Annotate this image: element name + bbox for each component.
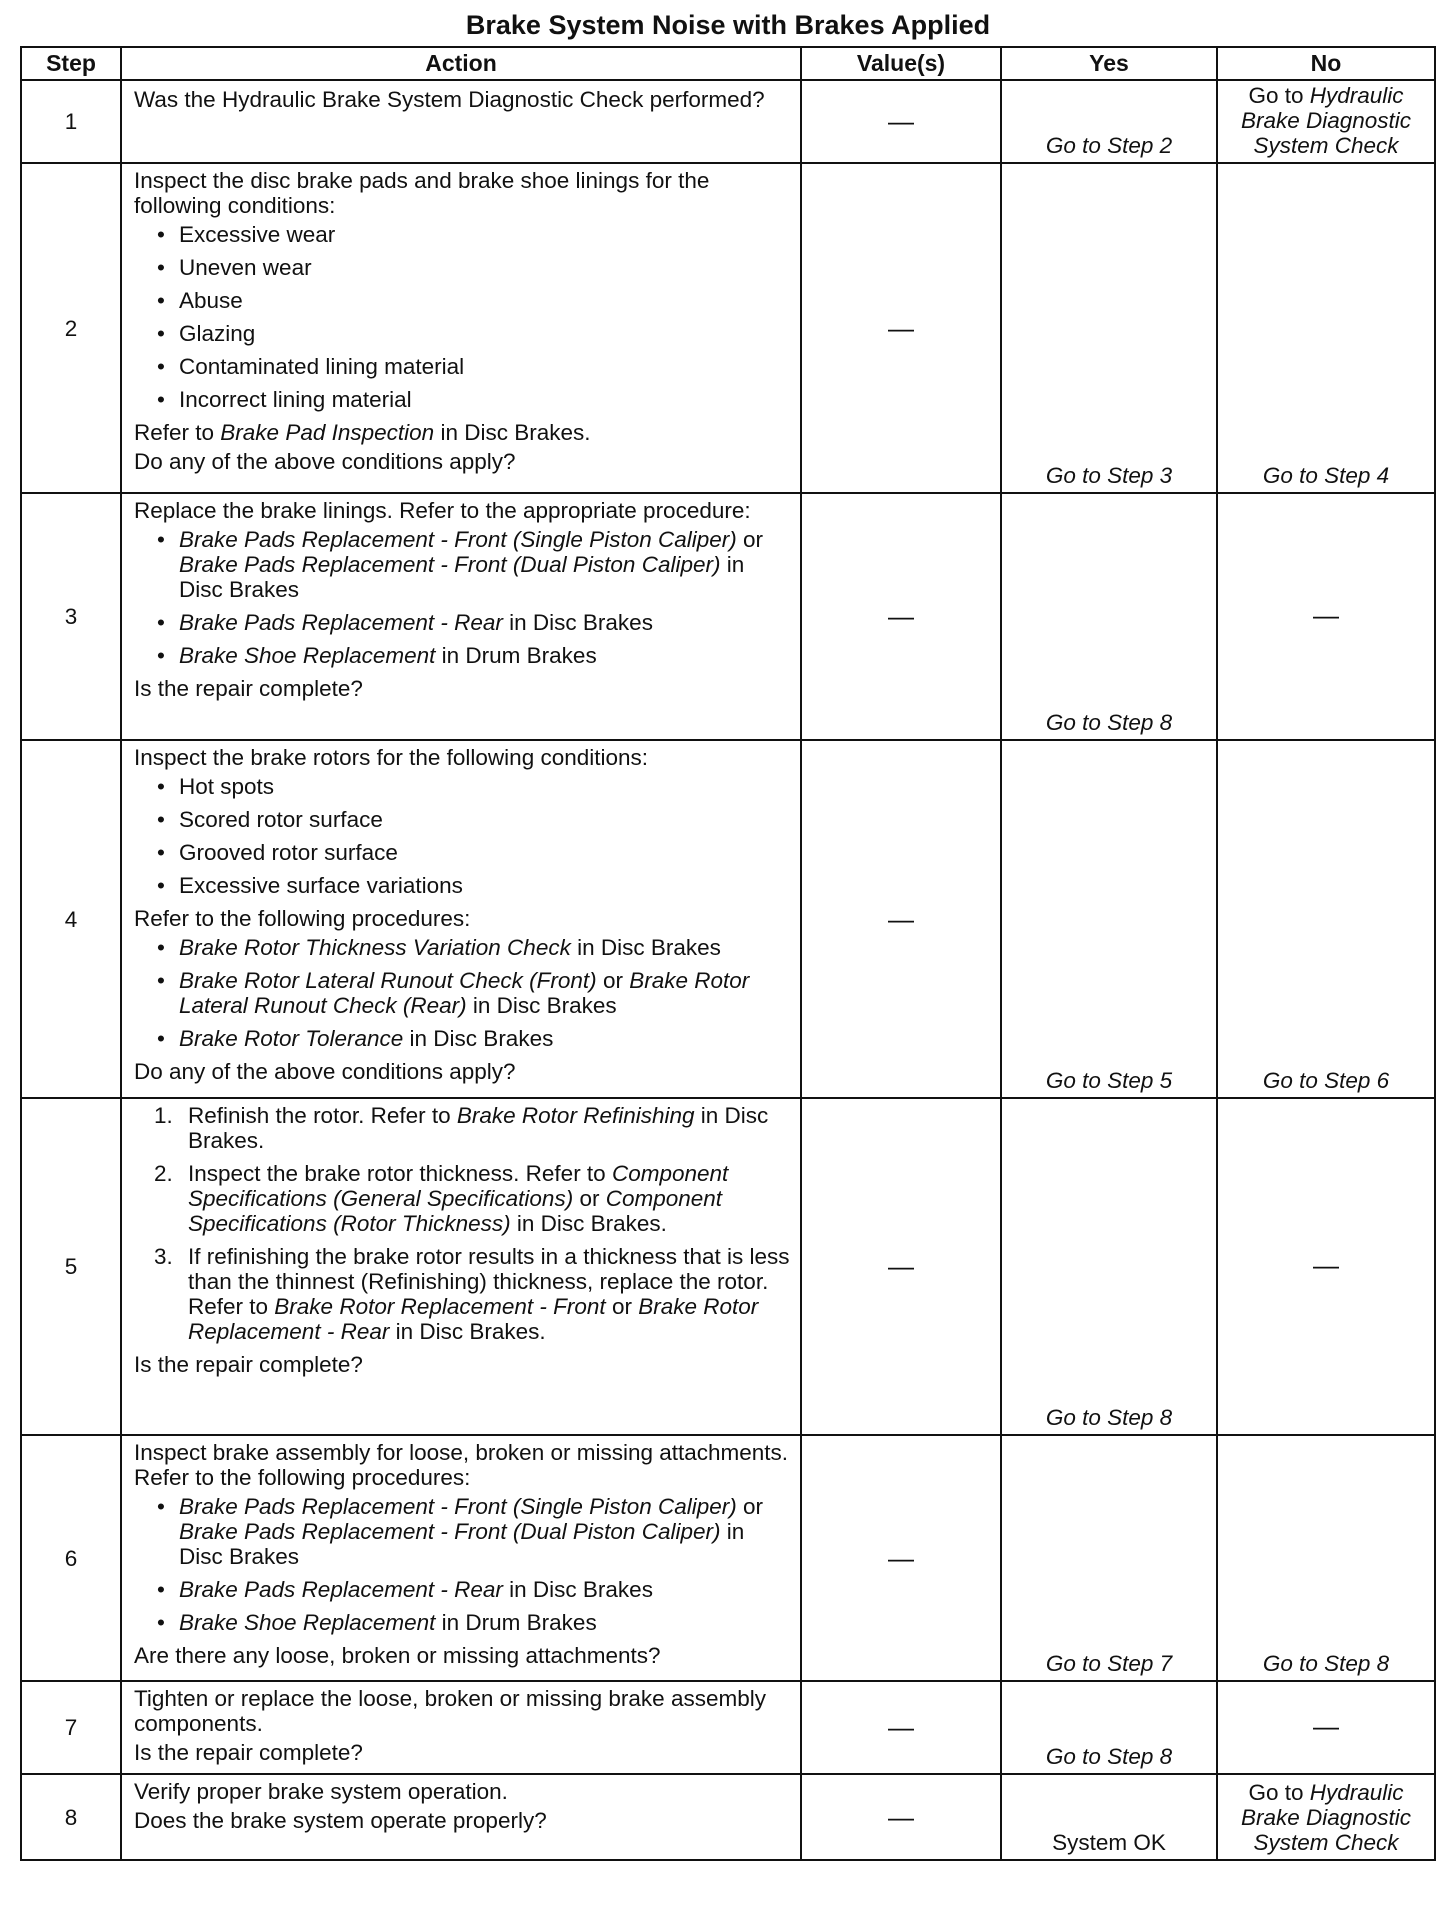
procedure-link: Brake Rotor Lateral Runout Check (Front) bbox=[179, 968, 597, 993]
procedure-link: Brake Rotor Lateral Runout Check (Rear) bbox=[179, 968, 750, 1018]
procedure-text: in Disc Brakes bbox=[570, 935, 721, 960]
action-intro: Verify proper brake system operation. bbox=[134, 1779, 508, 1804]
item-number: 1. bbox=[154, 1103, 173, 1128]
action-question: Do any of the above conditions apply? bbox=[134, 449, 516, 474]
value-cell: — bbox=[801, 80, 1001, 163]
table-row-step-1 bbox=[21, 80, 1435, 163]
no-reference: Hydraulic Brake Diagnostic System Check bbox=[1240, 83, 1412, 158]
table-row-step-2 bbox=[21, 163, 1435, 493]
list-item: • Excessive wear bbox=[157, 222, 792, 247]
list-item bbox=[157, 968, 792, 1018]
list-item: • Hot spots bbox=[157, 774, 792, 799]
step-number: 4 bbox=[21, 740, 121, 1098]
item-text: Inspect the brake rotor thickness. Refer to bbox=[188, 1161, 612, 1186]
table-row-step-6 bbox=[21, 1435, 1435, 1681]
action-cell bbox=[121, 1774, 801, 1860]
no-cell: — bbox=[1217, 1098, 1435, 1435]
action-question: Are there any loose, broken or missing attachments? bbox=[134, 1643, 661, 1668]
procedure-link: Brake Rotor Tolerance bbox=[179, 1026, 404, 1051]
numbered-steps bbox=[134, 1103, 792, 1344]
step-number: 7 bbox=[21, 1681, 121, 1774]
step-number: 5 bbox=[21, 1098, 121, 1435]
list-item: • Scored rotor surface bbox=[157, 807, 792, 832]
list-item: • Contaminated lining material bbox=[157, 354, 792, 379]
list-item: • Incorrect lining material bbox=[157, 387, 792, 412]
action-intro: Inspect the disc brake pads and brake shoe linings for the following conditions: bbox=[134, 168, 710, 218]
item-number: 3. bbox=[154, 1244, 173, 1269]
action-question: Was the Hydraulic Brake System Diagnostic Check performed? bbox=[134, 87, 765, 112]
procedure-link: Brake Shoe Replacement bbox=[179, 643, 436, 668]
list-item bbox=[154, 1161, 792, 1236]
step-number: 2 bbox=[21, 163, 121, 493]
no-cell bbox=[1217, 1774, 1435, 1860]
list-item bbox=[157, 1494, 792, 1569]
action-cell bbox=[121, 80, 801, 163]
procedure-text: in Disc Brakes bbox=[403, 1026, 554, 1051]
no-cell: — bbox=[1217, 493, 1435, 740]
list-item bbox=[157, 1610, 792, 1635]
table-row-step-4 bbox=[21, 740, 1435, 1098]
action-cell bbox=[121, 1681, 801, 1774]
action-cell bbox=[121, 740, 801, 1098]
procedure-link: Brake Rotor Replacement - Front bbox=[274, 1294, 606, 1319]
procedure-list bbox=[134, 527, 792, 668]
header-values: Value(s) bbox=[801, 47, 1001, 80]
table-row-step-8 bbox=[21, 1774, 1435, 1860]
step-number: 3 bbox=[21, 493, 121, 740]
step-number: 8 bbox=[21, 1774, 121, 1860]
procedure-text: in Disc Brakes bbox=[179, 552, 745, 602]
yes-cell: Go to Step 7 bbox=[1001, 1435, 1217, 1681]
list-item bbox=[157, 643, 792, 668]
procedure-text: in Disc Brakes bbox=[502, 1577, 653, 1602]
yes-cell: Go to Step 5 bbox=[1001, 740, 1217, 1098]
refer-link: Brake Pad Inspection bbox=[220, 420, 435, 445]
procedure-link: Brake Pads Replacement - Front (Single Piston Caliper) bbox=[179, 527, 737, 552]
yes-cell: Go to Step 8 bbox=[1001, 493, 1217, 740]
yes-cell: Go to Step 8 bbox=[1001, 1098, 1217, 1435]
procedure-text: or bbox=[736, 1494, 764, 1519]
list-item: • Excessive surface variations bbox=[157, 873, 792, 898]
action-intro: Inspect the brake rotors for the following conditions: bbox=[134, 745, 649, 770]
procedure-text: in Drum Brakes bbox=[435, 1610, 597, 1635]
action-cell bbox=[121, 1098, 801, 1435]
action-refer: Refer to the following procedures: bbox=[134, 906, 471, 931]
procedure-link: Brake Rotor Replacement - Rear bbox=[188, 1294, 759, 1344]
procedure-link: Brake Pads Replacement - Front (Single Piston Caliper) bbox=[179, 1494, 737, 1519]
list-item bbox=[157, 1577, 792, 1602]
item-number: 2. bbox=[154, 1161, 173, 1186]
procedure-link: Brake Pads Replacement - Rear bbox=[179, 1577, 503, 1602]
procedure-text: in Disc Brakes bbox=[179, 1519, 745, 1569]
item-text: If refinishing the brake rotor results in a thickness that is less than the thinnest (Refinishing) thickness, replace the rotor. Refer to bbox=[188, 1244, 790, 1319]
no-prefix: Go to bbox=[1248, 83, 1310, 108]
no-prefix: Go to bbox=[1248, 1780, 1310, 1805]
list-item: • Abuse bbox=[157, 288, 792, 313]
value-cell: — bbox=[801, 1098, 1001, 1435]
header-no: No bbox=[1217, 47, 1435, 80]
procedure-text: or bbox=[736, 527, 764, 552]
procedure-link: Brake Rotor Thickness Variation Check bbox=[179, 935, 571, 960]
list-item bbox=[157, 610, 792, 635]
procedure-text: in Drum Brakes bbox=[435, 643, 597, 668]
list-item bbox=[157, 935, 792, 960]
action-question: Is the repair complete? bbox=[134, 1352, 363, 1377]
list-item bbox=[157, 1026, 792, 1051]
procedure-link: Brake Pads Replacement - Front (Dual Piston Caliper) bbox=[179, 552, 721, 577]
action-cell bbox=[121, 1435, 801, 1681]
no-cell: Go to Step 6 bbox=[1217, 740, 1435, 1098]
no-cell: — bbox=[1217, 1681, 1435, 1774]
list-item: • Grooved rotor surface bbox=[157, 840, 792, 865]
action-question: Is the repair complete? bbox=[134, 676, 363, 701]
diagnostic-table bbox=[20, 46, 1436, 1861]
item-text: in Disc Brakes. bbox=[188, 1103, 769, 1153]
procedure-link: Brake Pads Replacement - Rear bbox=[179, 610, 503, 635]
procedure-link: Brake Shoe Replacement bbox=[179, 1610, 436, 1635]
procedure-text: in Disc Brakes bbox=[466, 993, 617, 1018]
condition-list bbox=[134, 774, 792, 898]
refer-text: Refer to bbox=[134, 420, 221, 445]
step-number: 1 bbox=[21, 80, 121, 163]
procedure-link: Brake Pads Replacement - Front (Dual Piston Caliper) bbox=[179, 1519, 721, 1544]
procedure-list bbox=[134, 935, 792, 1051]
procedure-text: in Disc Brakes bbox=[502, 610, 653, 635]
procedure-link: Component Specifications (Rotor Thickness) bbox=[188, 1186, 723, 1236]
action-intro: Replace the brake linings. Refer to the appropriate procedure: bbox=[134, 498, 751, 523]
action-cell bbox=[121, 163, 801, 493]
yes-cell: Go to Step 8 bbox=[1001, 1681, 1217, 1774]
header-action: Action bbox=[121, 47, 801, 80]
list-item bbox=[154, 1244, 792, 1344]
action-intro: Tighten or replace the loose, broken or missing brake assembly components. bbox=[134, 1686, 766, 1736]
procedure-link: Brake Rotor Refinishing bbox=[456, 1103, 695, 1128]
table-header-row bbox=[21, 47, 1435, 80]
action-question: Is the repair complete? bbox=[134, 1740, 363, 1765]
value-cell: — bbox=[801, 493, 1001, 740]
yes-cell: Go to Step 3 bbox=[1001, 163, 1217, 493]
no-cell: Go to Step 4 bbox=[1217, 163, 1435, 493]
item-text: Refinish the rotor. Refer to bbox=[188, 1103, 457, 1128]
item-text: or bbox=[573, 1186, 606, 1211]
list-item bbox=[154, 1103, 792, 1153]
table-row-step-7 bbox=[21, 1681, 1435, 1774]
procedure-link: Component Specifications (General Specifications) bbox=[188, 1161, 729, 1211]
procedure-text: or bbox=[596, 968, 630, 993]
action-cell bbox=[121, 493, 801, 740]
table-row-step-5 bbox=[21, 1098, 1435, 1435]
list-item bbox=[157, 527, 792, 602]
list-item: • Glazing bbox=[157, 321, 792, 346]
yes-cell: System OK bbox=[1001, 1774, 1217, 1860]
header-step: Step bbox=[21, 47, 121, 80]
yes-cell: Go to Step 2 bbox=[1001, 80, 1217, 163]
procedure-list bbox=[134, 1494, 792, 1635]
item-text: in Disc Brakes. bbox=[389, 1319, 546, 1344]
item-text: in Disc Brakes. bbox=[510, 1211, 667, 1236]
condition-list bbox=[134, 222, 792, 412]
item-text: or bbox=[605, 1294, 639, 1319]
action-intro: Inspect brake assembly for loose, broken or missing attachments. Refer to the following procedures: bbox=[134, 1440, 789, 1490]
list-item: • Uneven wear bbox=[157, 255, 792, 280]
value-cell: — bbox=[801, 163, 1001, 493]
no-cell bbox=[1217, 80, 1435, 163]
value-cell: — bbox=[801, 1435, 1001, 1681]
action-refer bbox=[134, 420, 792, 445]
value-cell: — bbox=[801, 1681, 1001, 1774]
table-row-step-3 bbox=[21, 493, 1435, 740]
action-question: Does the brake system operate properly? bbox=[134, 1808, 547, 1833]
header-yes: Yes bbox=[1001, 47, 1217, 80]
action-question: Do any of the above conditions apply? bbox=[134, 1059, 516, 1084]
refer-text: in Disc Brakes. bbox=[434, 420, 591, 445]
no-cell: Go to Step 8 bbox=[1217, 1435, 1435, 1681]
value-cell: — bbox=[801, 740, 1001, 1098]
no-reference: Hydraulic Brake Diagnostic System Check bbox=[1240, 1780, 1412, 1855]
page-title: Brake System Noise with Brakes Applied bbox=[465, 10, 991, 40]
step-number: 6 bbox=[21, 1435, 121, 1681]
value-cell: — bbox=[801, 1774, 1001, 1860]
